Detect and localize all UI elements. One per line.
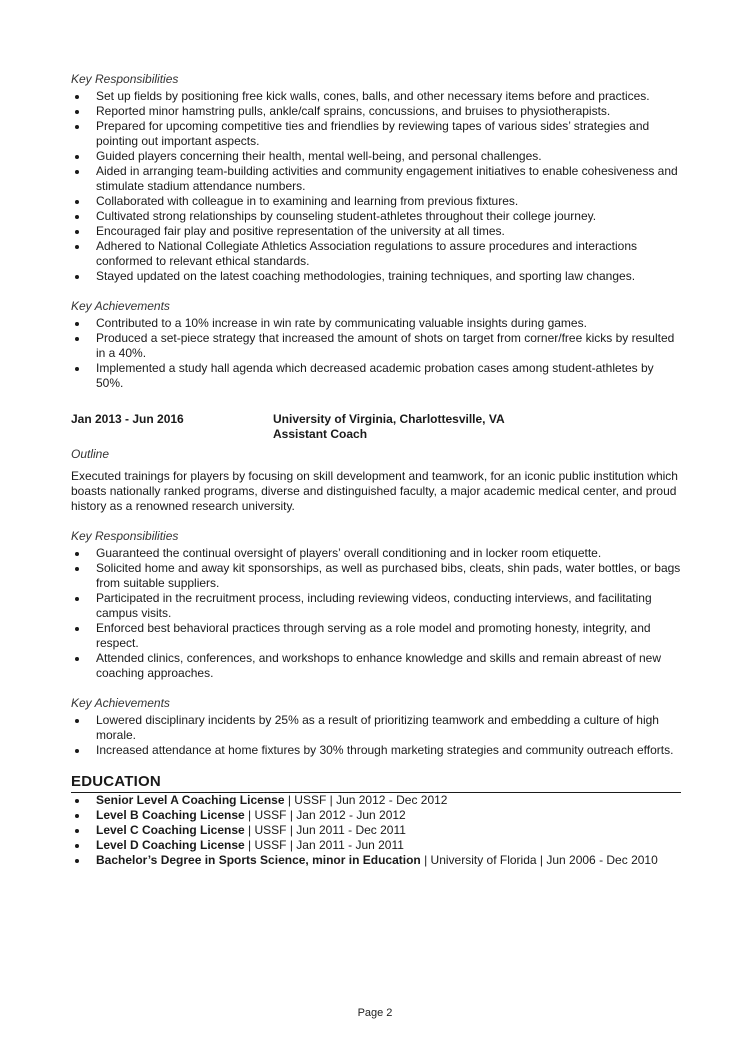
education-item: [71, 853, 681, 868]
education-item: [71, 793, 681, 808]
responsibilities-label: Key Responsibilities: [71, 529, 179, 543]
job-header: [71, 412, 681, 442]
list-item: Stayed updated on the latest coaching methodologies, training techniques, and sporting law changes.: [71, 269, 681, 284]
education-item: [71, 808, 681, 823]
education-heading: EDUCATION: [71, 774, 681, 793]
list-item: Cultivated strong relationships by counseling student-athletes throughout their college journey.: [71, 209, 681, 224]
job-employer-block: [273, 412, 505, 442]
achievements-label: Key Achievements: [71, 696, 170, 710]
list-item: Set up fields by positioning free kick walls, cones, balls, and other necessary items before and practices.: [71, 89, 681, 104]
education-item: [71, 823, 681, 838]
page-number: Page 2: [357, 1007, 393, 1019]
list-item: Enforced best behavioral practices through serving as a role model and promoting honesty, integrity, and respect.: [71, 621, 681, 651]
achievements-list: [71, 713, 681, 758]
role-1-achievements: [71, 299, 681, 391]
resume-page: [71, 72, 681, 868]
list-item: Adhered to National Collegiate Athletics Association regulations to assure procedures and interactions conformed to relevant ethical standards.: [71, 239, 681, 269]
education-title: Level B Coaching License: [96, 808, 245, 822]
outline-text: Executed trainings for players by focusing on skill development and teamwork, for an iconic public institution which boasts nationally ranked programs, diverse and distinguished faculty, a major academic medical center, and proud history as a renowned research university.: [71, 469, 678, 513]
job-employer: University of Virginia, Charlottesville, VA: [273, 412, 505, 426]
list-item: Guided players concerning their health, mental well-being, and personal challenges.: [71, 149, 681, 164]
list-item: Increased attendance at home fixtures by 30% through marketing strategies and community outreach efforts.: [71, 743, 681, 758]
list-item: Prepared for upcoming competitive ties and friendlies by reviewing tapes of various sides’ strategies and pointing out important aspects.: [71, 119, 681, 149]
list-item: Collaborated with colleague in to examining and learning from previous fixtures.: [71, 194, 681, 209]
education-title: Bachelor’s Degree in Sports Science, minor in Education: [96, 853, 421, 867]
list-item: Produced a set-piece strategy that increased the amount of shots on target from corner/free kicks by resulted in a 40%.: [71, 331, 681, 361]
list-item: Implemented a study hall agenda which decreased academic probation cases among student-athletes by 50%.: [71, 361, 681, 391]
job-dates: Jan 2013 - Jun 2016: [71, 412, 184, 426]
list-item: Lowered disciplinary incidents by 25% as a result of prioritizing teamwork and embedding a culture of high morale.: [71, 713, 681, 743]
list-item: Solicited home and away kit sponsorships, as well as purchased bibs, cleats, shin pads, water bottles, or bags from suitable suppliers.: [71, 561, 681, 591]
outline-label: Outline: [71, 447, 110, 461]
job-title: Assistant Coach: [273, 427, 368, 441]
education-title: Level D Coaching License: [96, 838, 245, 852]
achievements-list: [71, 316, 681, 391]
education-detail: | USSF | Jan 2011 - Jun 2011: [244, 838, 404, 852]
list-item: Aided in arranging team-building activities and community engagement initiatives to enable cohesiveness and stimulate stadium attendance numbers.: [71, 164, 681, 194]
education-title: Senior Level A Coaching License: [96, 793, 285, 807]
responsibilities-list: [71, 546, 681, 681]
list-item: Guaranteed the continual oversight of players’ overall conditioning and in locker room etiquette.: [71, 546, 681, 561]
education-detail: | University of Florida | Jun 2006 - Dec 2010: [420, 853, 658, 867]
list-item: Participated in the recruitment process, including reviewing videos, conducting interviews, and facilitating campus visits.: [71, 591, 681, 621]
list-item: Reported minor hamstring pulls, ankle/calf sprains, concussions, and bruises to physiotherapists.: [71, 104, 681, 119]
list-item: Attended clinics, conferences, and workshops to enhance knowledge and skills and remain abreast of new coaching approaches.: [71, 651, 681, 681]
responsibilities-label: Key Responsibilities: [71, 72, 179, 86]
education-title: Level C Coaching License: [96, 823, 245, 837]
education-detail: | USSF | Jan 2012 - Jun 2012: [244, 808, 406, 822]
role-2-achievements: [71, 696, 681, 758]
role-2-responsibilities: [71, 529, 681, 681]
education-item: [71, 838, 681, 853]
list-item: Contributed to a 10% increase in win rate by communicating valuable insights during games.: [71, 316, 681, 331]
responsibilities-list: [71, 89, 681, 284]
list-item: Encouraged fair play and positive representation of the university at all times.: [71, 224, 681, 239]
education-detail: | USSF | Jun 2012 - Dec 2012: [284, 793, 448, 807]
role-1-responsibilities: [71, 72, 681, 284]
achievements-label: Key Achievements: [71, 299, 170, 313]
education-list: [71, 793, 681, 868]
education-detail: | USSF | Jun 2011 - Dec 2011: [244, 823, 406, 837]
